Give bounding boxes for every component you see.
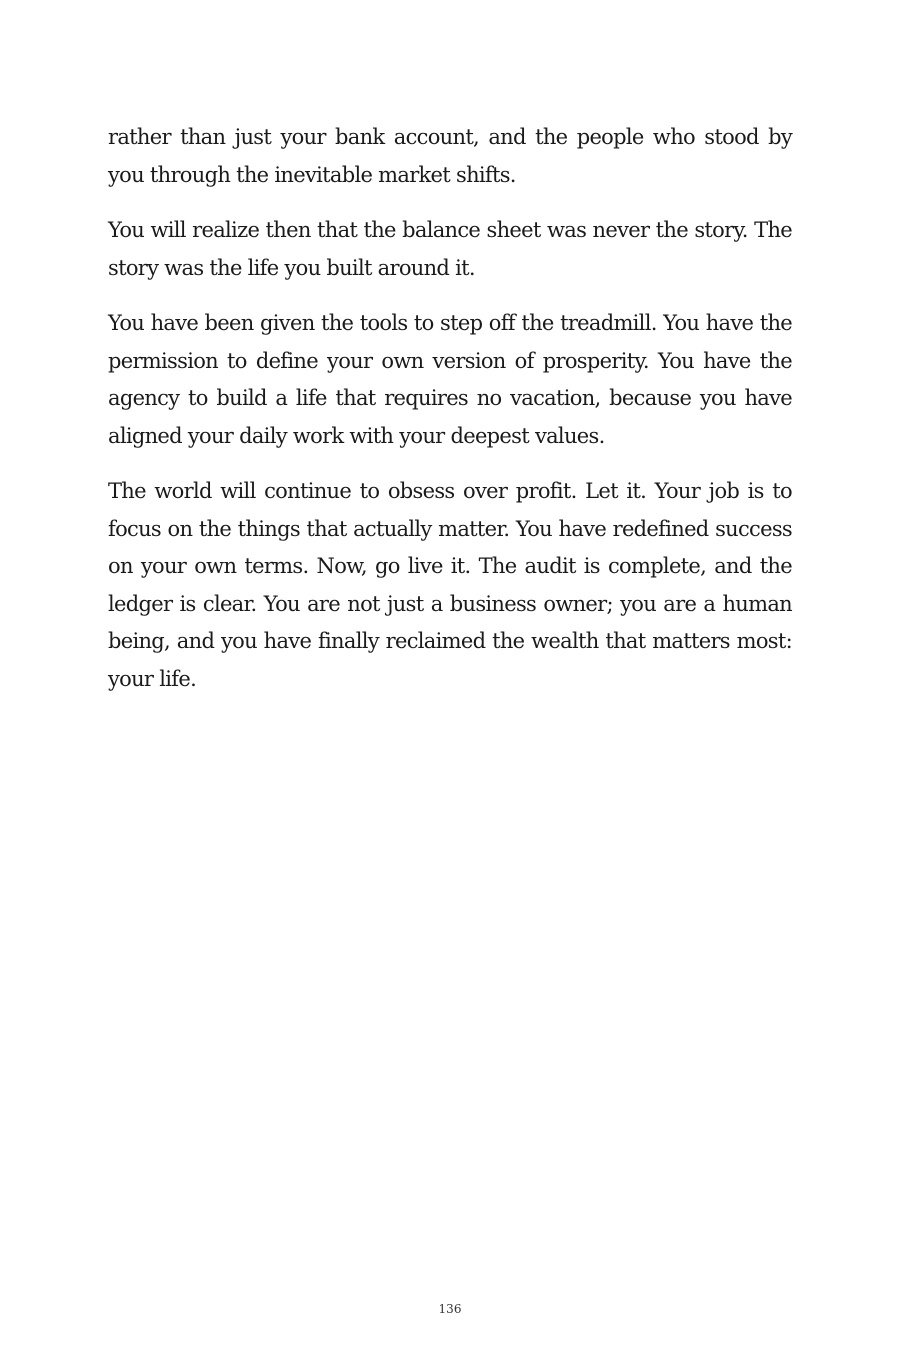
paragraph: You have been given the tools to step off the treadmill. You have the permission to define your own version of prosperity. You have the agency to build a life that requires no vacation, because you have aligned your daily work with your deepest values. <box>108 311 792 448</box>
body-text <box>108 119 792 716</box>
paragraph: You will realize then that the balance sheet was never the story. The story was the life you built around it. <box>108 218 792 280</box>
paragraph: rather than just your bank account, and the people who stood by you through the inevitable market shifts. <box>108 125 792 187</box>
paragraph: The world will continue to obsess over profit. Let it. Your job is to focus on the things that actually matter. You have redefined success on your own terms. Now, go live it. The audit is complete, and the ledger is clear. You are not just a business owner; you are a human being, and you have finally reclaimed the wealth that matters most: your life. <box>108 479 792 691</box>
page-number: 136 <box>438 1302 462 1316</box>
